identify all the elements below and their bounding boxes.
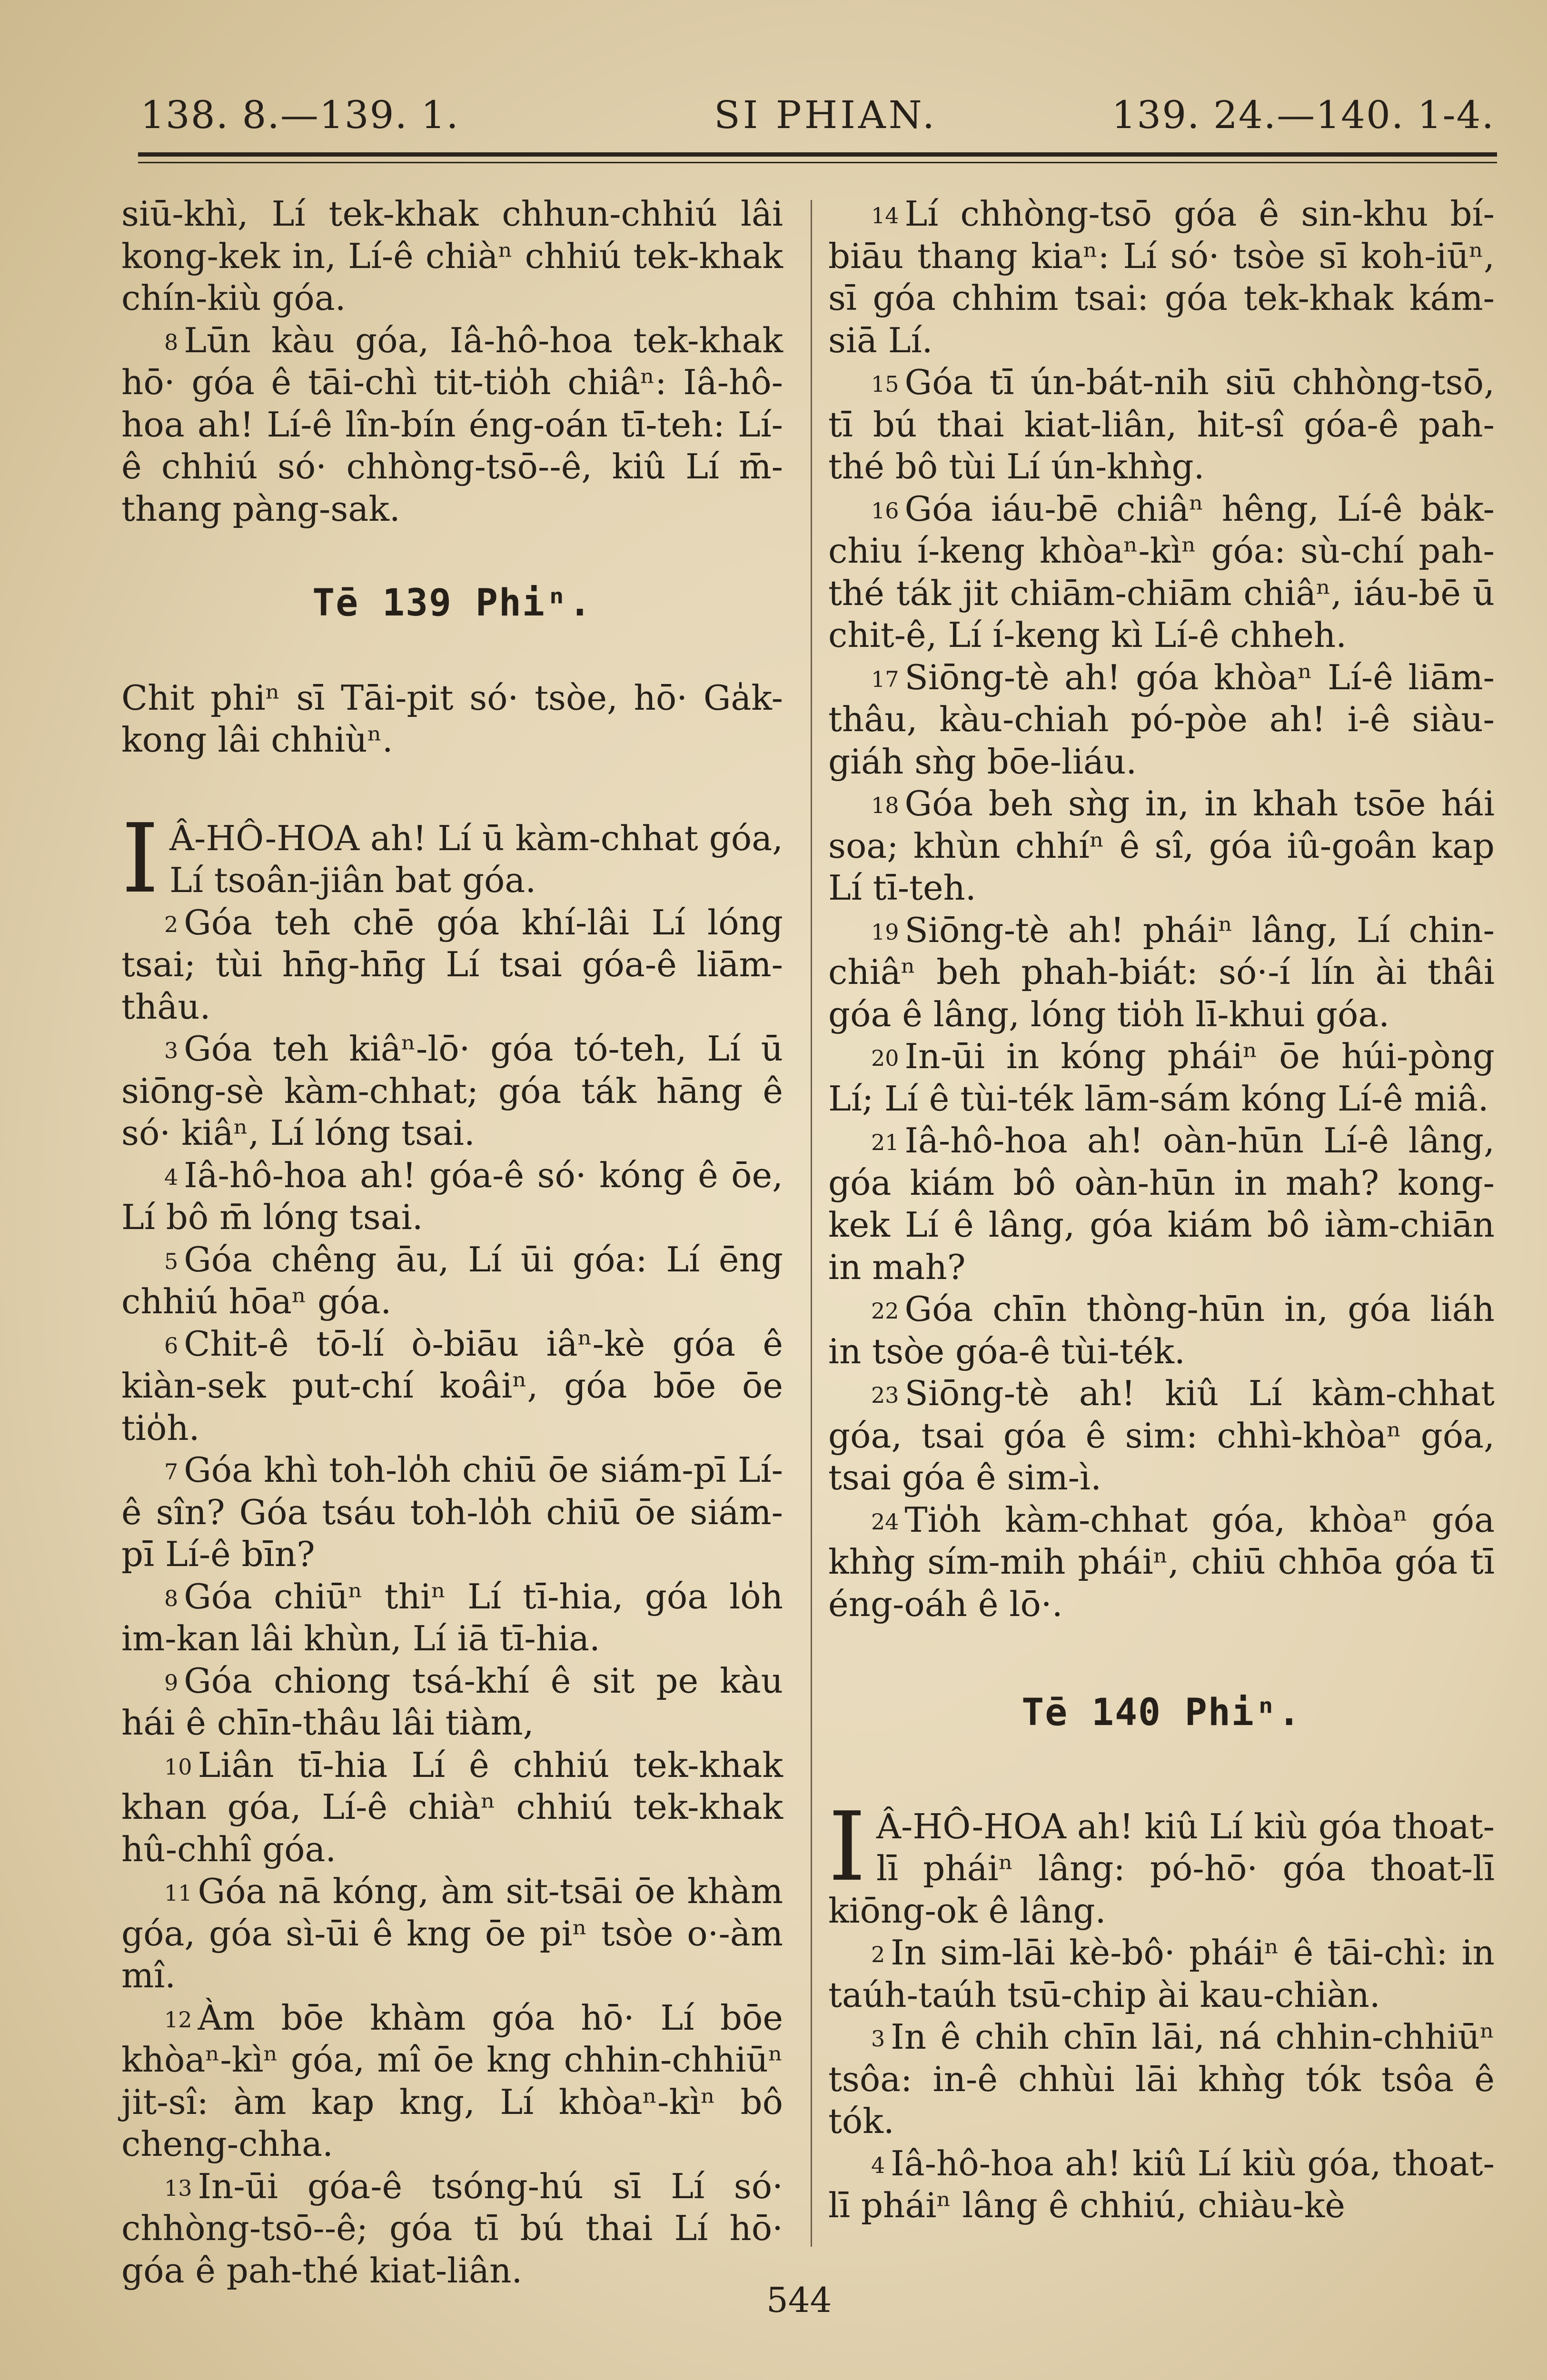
verse	[121, 1660, 783, 1744]
verse-text: Góa chīn thòng-hūn in, góa liáh in tsòe góa-ê tùi-ték.	[828, 1289, 1495, 1371]
verse	[828, 1372, 1495, 1499]
verse-text: Iâ-hô-hoa ah! kiû Lí kiù góa, thoat-lī pháiⁿ lâng ê chhiú, chiàu-kè	[828, 2143, 1495, 2225]
verse	[121, 1997, 783, 2165]
verse	[121, 902, 783, 1028]
verse-number: 5	[164, 1248, 178, 1274]
verse	[828, 1035, 1495, 1120]
column-divider	[811, 200, 812, 2247]
verse	[121, 319, 783, 530]
verse	[121, 2165, 783, 2292]
header-right-reference: 139. 24.—140. 1-4.	[1111, 93, 1495, 137]
verse-number: 14	[871, 203, 899, 228]
verse	[828, 2142, 1495, 2227]
verse	[121, 1870, 783, 1997]
right-column	[828, 193, 1495, 2227]
verse-number: 8	[164, 1585, 178, 1611]
verse	[121, 1323, 783, 1449]
verse-number: 4	[871, 2152, 885, 2178]
verse	[121, 1239, 783, 1323]
verse-number: 11	[164, 1880, 192, 1906]
verse-number: 10	[164, 1754, 192, 1780]
verse	[828, 193, 1495, 361]
verse-number: 15	[871, 371, 899, 397]
verse	[121, 1744, 783, 1871]
verse-text: Siōng-tè ah! góa khòaⁿ Lí-ê liām-thâu, kàu-chiah pó-pòe ah! i-ê siàu-giáh sǹg bōe-liáu.	[828, 657, 1495, 782]
verse	[828, 909, 1495, 1036]
verse	[828, 1288, 1495, 1372]
verse-number: 24	[871, 1508, 899, 1535]
cont-line-3: chín-kiù góa.	[121, 278, 346, 318]
left-verses	[121, 902, 783, 2292]
verse-text: Iâ-hô-hoa ah! góa-ê só· kóng ê ōe, Lí bô m̄ lóng tsai.	[121, 1155, 783, 1237]
verse-number: 12	[164, 2006, 192, 2033]
verse-text: Góa chiong tsá-khí ê sit pe kàu hái ê chīn-thâu lâi tiàm,	[121, 1660, 783, 1743]
verse-number: 18	[871, 793, 899, 818]
opening-text: Â-HÔ-HOA ah! kiû Lí kiù góa thoat-lī pháiⁿ lâng: pó-hō· góa thoat-lī kiōng-ok ê lâng.	[828, 1806, 1495, 1931]
verse	[828, 2016, 1495, 2142]
verse-number: 3	[871, 2026, 885, 2052]
verse-number: 22	[871, 1298, 899, 1324]
opening-verse	[828, 1791, 1495, 1932]
verse	[121, 1028, 783, 1154]
verse-text: Tio̍h kàm-chhat góa, khòaⁿ góa khǹg sím-mih pháiⁿ, chiū chhōa góa tī éng-oáh ê lō·.	[828, 1499, 1495, 1624]
continued-verse	[121, 193, 783, 319]
verse	[828, 656, 1495, 783]
verse-number: 6	[164, 1332, 178, 1359]
verse-text: Góa teh kiâⁿ-lō· góa tó-teh, Lí ū siōng-sè kàm-chhat; góa ták hāng ê só· kiâⁿ, Lí lóng tsai.	[121, 1029, 783, 1153]
verse-text: Siōng-tè ah! kiû Lí kàm-chhat góa, tsai góa ê sim: chhì-khòaⁿ góa, tsai góa ê sim-ì.	[828, 1373, 1495, 1497]
verse-number: 7	[164, 1459, 178, 1485]
cont-line-2: kong-kek in, Lí-ê chiàⁿ chhiú tek-khak	[121, 236, 783, 276]
verse-text: Góa chiūⁿ thiⁿ Lí tī-hia, góa lo̍h im-kan lâi khùn, Lí iā tī-hia.	[121, 1576, 783, 1658]
header-rule-thick	[138, 152, 1497, 157]
verse-number: 23	[871, 1382, 899, 1408]
verse	[121, 1449, 783, 1576]
verse-text: Góa khì toh-lo̍h chiū ōe siám-pī Lí-ê sîn? Góa tsáu toh-lo̍h chiū ōe siám-pī Lí-ê bīn?	[121, 1450, 783, 1574]
drop-cap: I	[121, 803, 159, 914]
right-verses-continued	[828, 1932, 1495, 2227]
verse-number: 3	[164, 1038, 178, 1063]
verse	[121, 1576, 783, 1660]
verse-text: In-ūi góa-ê tsóng-hú sī Lí só· chhòng-tsō--ê; góa tī bú thai Lí hō· góa ê pah-thé kiat-liân.	[121, 2166, 783, 2291]
verse-text: In sim-lāi kè-bô· pháiⁿ ê tāi-chì: in taúh-taúh tsū-chip ài kau-chiàn.	[828, 1933, 1495, 2015]
chapter-heading: Tē 139 Phiⁿ.	[312, 582, 592, 625]
verse-text: Iâ-hô-hoa ah! oàn-hūn Lí-ê lâng, góa kiám bô oàn-hūn in mah? kong-kek Lí ê lâng, góa kiám bô iàm-chiān in mah?	[828, 1121, 1495, 1287]
right-verses	[828, 193, 1495, 1625]
psalm-summary: Chit phiⁿ sī Tāi-pit só· tsòe, hō· Ga̍k-kong lâi chhiùⁿ.	[121, 677, 783, 760]
verse-number: 20	[871, 1045, 899, 1071]
verse-number: 2	[871, 1942, 885, 1967]
verse	[828, 488, 1495, 656]
verse	[828, 1120, 1495, 1288]
verse-number: 4	[164, 1164, 178, 1190]
verse-text: Góa iáu-bē chiâⁿ hêng, Lí-ê ba̍k-chiu í-keng khòaⁿ-kìⁿ góa: sù-chí pah-thé ták jit chiām-chiām chiâⁿ, iáu-bē ū chit-ê, Lí í-keng kì Lí-ê chheh.	[828, 488, 1495, 655]
left-column	[121, 193, 783, 2291]
verse-text: In-ūi in kóng pháiⁿ ōe húi-pòng Lí; Lí ê tùi-ték lām-sám kóng Lí-ê miâ.	[828, 1036, 1495, 1119]
verse-text: Góa teh chē góa khí-lâi Lí lóng tsai; tùi hn̄g-hn̄g Lí tsai góa-ê liām-thâu.	[121, 902, 783, 1027]
verse-text: Chit-ê tō-lí ò-biāu iâⁿ-kè góa ê kiàn-sek put-chí koâiⁿ, góa bōe ōe tio̍h.	[121, 1323, 783, 1448]
verse-text: Siōng-tè ah! pháiⁿ lâng, Lí chin-chiâⁿ beh phah-biát: só·-í lín ài thâi góa ê lâng, lóng tio̍h lī-khui góa.	[828, 910, 1495, 1034]
verse	[828, 1932, 1495, 2016]
verse-number: 21	[871, 1130, 899, 1155]
header-rule-thin	[138, 162, 1497, 163]
verse-text: Àm bōe khàm góa hō· Lí bōe khòaⁿ-kìⁿ góa, mî ōe kng chhin-chhiūⁿ jit-sî: àm kap kng, Lí khòaⁿ-kìⁿ bô cheng-chha.	[121, 1997, 783, 2164]
verse-number: 19	[871, 919, 899, 945]
verse	[121, 1154, 783, 1239]
verse-text: Liân tī-hia Lí ê chhiú tek-khak khan góa, Lí-ê chiàⁿ chhiú tek-khak hû-chhî góa.	[121, 1745, 783, 1869]
verse-number: 9	[164, 1669, 178, 1696]
verse-number: 2	[164, 911, 178, 937]
verse	[828, 783, 1495, 909]
verse-number: 8	[164, 329, 178, 355]
cont-line-1: siū-khì, Lí tek-khak chhun-chhiú lâi	[121, 194, 783, 234]
verse-number: 13	[164, 2175, 192, 2201]
verse-number: 16	[871, 497, 899, 524]
page-number: 544	[766, 2280, 832, 2320]
verse-text: Lūn kàu góa, Iâ-hô-hoa tek-khak hō· góa ê tāi-chì tit-tio̍h chiâⁿ: Iâ-hô-hoa ah! Lí-ê lîn-bín éng-oán tī-teh: Lí-ê chhiú só· chhòng-tsō--ê, kiû Lí m̄-thang pàng-sak.	[121, 320, 783, 529]
opening-text: Â-HÔ-HOA ah! Lí ū kàm-chhat góa, Lí tsoân-jiân bat góa.	[169, 818, 783, 900]
chapter-heading: Tē 140 Phiⁿ.	[1021, 1691, 1301, 1734]
verse-text: Góa tī ún-bát-nih siū chhòng-tsō, tī bú thai kiat-liân, hit-sî góa-ê pah-thé bô tùi Lí ún-khǹg.	[828, 362, 1495, 486]
verse	[828, 361, 1495, 488]
opening-verse	[121, 803, 783, 914]
header-title: SI PHIAN.	[714, 93, 938, 137]
verse-text: Lí chhòng-tsō góa ê sin-khu bí-biāu thang kiaⁿ: Lí só· tsòe sī koh-iūⁿ, sī góa chhim tsai: góa tek-khak kám-siā Lí.	[828, 194, 1495, 360]
verse-number: 17	[871, 666, 899, 692]
verse-text: Góa beh sǹg in, in khah tsōe hái soa; khùn chhíⁿ ê sî, góa iû-goân kap Lí tī-teh.	[828, 783, 1495, 908]
verse-text: In ê chih chīn lāi, ná chhin-chhiūⁿ tsôa: in-ê chhùi lāi khǹg tók tsôa ê tók.	[828, 2017, 1495, 2141]
verse-text: Góa chêng āu, Lí ūi góa: Lí ēng chhiú hōaⁿ góa.	[121, 1239, 783, 1321]
header-left-reference: 138. 8.—139. 1.	[140, 93, 459, 137]
verse	[828, 1499, 1495, 1626]
drop-cap: I	[828, 1791, 866, 1903]
verse-text: Góa nā kóng, àm sit-tsāi ōe khàm góa, góa sì-ūi ê kng ōe piⁿ tsòe o·-àm mî.	[121, 1871, 783, 1995]
